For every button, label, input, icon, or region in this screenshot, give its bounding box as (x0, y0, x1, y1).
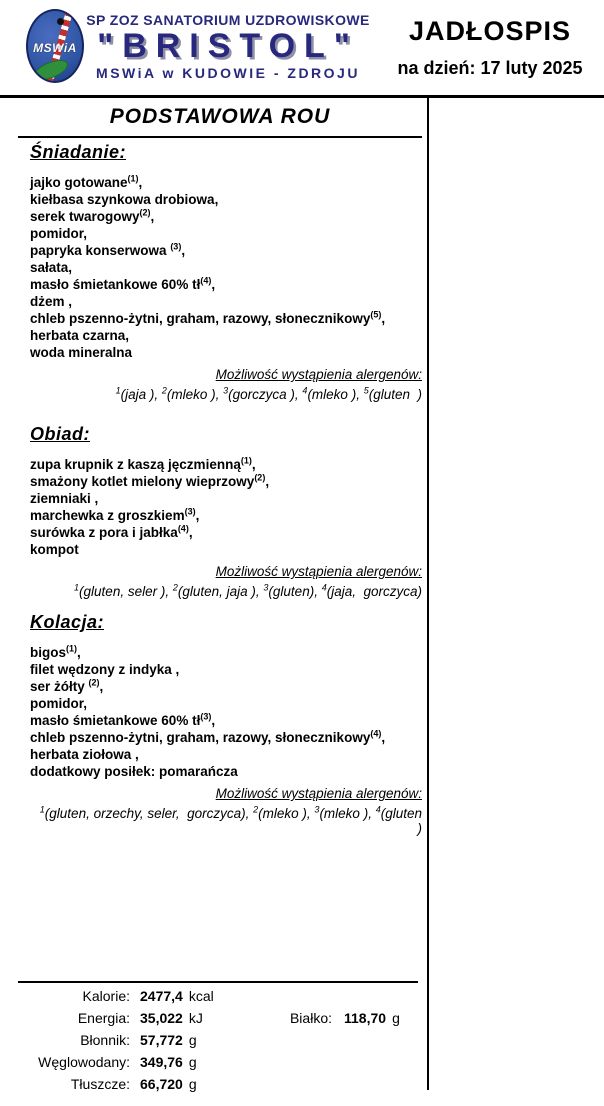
nutrition-label: Energia: (77, 1010, 130, 1026)
meal-items (30, 174, 422, 361)
menu-item: serek twarogowy$^{(2)}$, (30, 207, 155, 224)
column-divider (427, 98, 429, 1090)
menu-item: herbata czarna, (30, 328, 130, 343)
menu-item: woda mineralna (30, 345, 133, 360)
meal-section-heading: Kolacja: (30, 612, 105, 632)
nutrition-row (0, 1032, 427, 1054)
menu-item: smażony kotlet mielony wieprzowy$^{(2)}$, (30, 472, 270, 489)
allergen-header: Możliwość wystąpienia alergenów: (215, 367, 422, 382)
menu-item: herbata ziołowa , (30, 747, 139, 762)
nutrition-unit: g (188, 1032, 197, 1048)
organization-name: SP ZOZ SANATORIUM UZDROWISKOWE (86, 12, 370, 28)
diet-title: PODSTAWOWA ROU (18, 100, 422, 138)
nutrition-row (0, 1076, 427, 1098)
allergen-line: $^1$(gluten, orzechy, seler, gorczyca), $^2$(mleko ), $^3$(mleko ), $^4$(gluten ) (39, 804, 430, 836)
meal-section-sniadanie (30, 142, 422, 402)
menu-item: dżem , (30, 294, 73, 309)
nutrition-value: 2477,4 (140, 988, 183, 1004)
allergen-header: Możliwość wystąpienia alergenów: (215, 564, 422, 579)
nutrition-row (0, 1054, 427, 1076)
menu-item: pomidor, (30, 226, 87, 241)
menu-item: papryka konserwowa $^{(3)}$, (30, 241, 186, 258)
nutrition-label: Białko: (289, 1010, 332, 1026)
logo-figure-icon (57, 18, 64, 25)
organization-location: MSWiA w KUDOWIE - ZDROJU (96, 64, 360, 81)
meal-section-heading: Śniadanie: (30, 142, 127, 162)
menu-item: chleb pszenno-żytni, graham, razowy, słonecznikowy$^{(4)}$, (30, 728, 386, 745)
menu-item: ser żółty $^{(2)}$, (30, 677, 104, 694)
allergen-line: $^1$(gluten, seler ), $^2$(gluten, jaja ), $^3$(gluten), $^4$(jaja, gorczyca) (74, 582, 422, 599)
nutrition-label: Węglowodany: (38, 1054, 130, 1070)
document-header (388, 16, 592, 79)
menu-item: kompot (30, 542, 79, 557)
meal-section-obiad (30, 424, 422, 599)
document-title: JADŁOSPIS (408, 16, 572, 46)
nutrition-value: 57,772 (140, 1032, 183, 1048)
allergen-header: Możliwość wystąpienia alergenów: (215, 786, 422, 801)
logo-text: MSWiA (33, 41, 77, 55)
nutrition-unit: g (188, 1054, 197, 1070)
menu-item: sałata, (30, 260, 73, 275)
nutrition-unit: g (188, 1076, 197, 1092)
allergen-block (30, 366, 422, 402)
menu-item: jajko gotowane$^{(1)}$, (30, 173, 143, 190)
menu-item: kiełbasa szynkowa drobiowa, (30, 192, 219, 207)
header-divider (0, 95, 604, 98)
brand-name: "BRISTOL" (97, 27, 359, 65)
nutrition-label: Tłuszcze: (70, 1076, 130, 1092)
meal-section-kolacja (30, 612, 430, 836)
organization-block (78, 12, 378, 81)
meal-section-heading: Obiad: (30, 424, 90, 444)
nutrition-unit: kJ (188, 1010, 203, 1026)
nutrition-unit: g (392, 1010, 400, 1026)
nutrition-extra (252, 1010, 400, 1026)
menu-item: marchewka z groszkiem$^{(3)}$, (30, 506, 200, 523)
nutrition-unit: kcal (188, 988, 214, 1004)
allergen-block (30, 785, 430, 836)
menu-item: bigos$^{(1)}$, (30, 643, 81, 660)
nutrition-value: 35,022 (140, 1010, 183, 1026)
document-date: na dzień: 17 luty 2025 (397, 58, 583, 78)
allergen-line: $^1$(jaja ), $^2$(mleko ), $^3$(gorczyca ), $^4$(mleko ), $^5$(gluten ) (115, 385, 422, 402)
menu-item: masło śmietankowe 60% $tł^{(4)}$, (30, 275, 216, 292)
menu-item: dodatkowy posiłek: pomarańcza (30, 764, 238, 779)
nutrition-label: Kalorie: (82, 988, 130, 1004)
nutrition-value: 349,76 (140, 1054, 183, 1070)
meal-items (30, 456, 422, 558)
nutrition-summary (0, 988, 427, 1098)
allergen-block (30, 563, 422, 599)
menu-item: ziemniaki , (30, 491, 99, 506)
nutrition-label: Błonnik: (80, 1032, 130, 1048)
nutrition-row (0, 988, 427, 1010)
logo-oval-icon (26, 9, 84, 83)
nutrition-row (0, 1010, 427, 1032)
menu-item: chleb pszenno-żytni, graham, razowy, słonecznikowy$^{(5)}$, (30, 309, 386, 326)
menu-item: pomidor, (30, 696, 87, 711)
menu-item: surówka z pora i jabłka$^{(4)}$, (30, 523, 193, 540)
nutrition-value: 66,720 (140, 1076, 183, 1092)
menu-item: zupa krupnik z kaszą jęczmienną$^{(1)}$, (30, 455, 256, 472)
menu-item: filet wędzony z indyka , (30, 662, 180, 677)
nutrition-divider (18, 981, 418, 983)
nutrition-value: 118,70 (344, 1010, 387, 1026)
meal-items (30, 644, 422, 780)
menu-item: masło śmietankowe 60% $tł^{(3)}$, (30, 711, 216, 728)
